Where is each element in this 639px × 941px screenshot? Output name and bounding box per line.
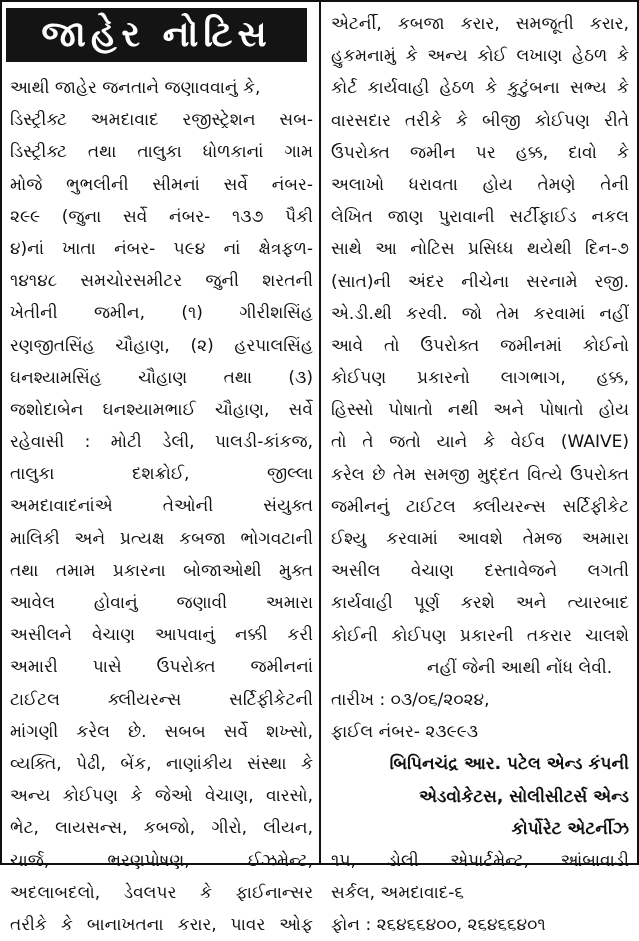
notice-line: તથા તમામ પ્રકારના બોજાઓથી મુક્ત: [10, 560, 313, 581]
notice-line: ૧૪૧૪૮ સમચોરસમીટર જુની શરતની: [10, 271, 313, 292]
notice-line: વ્યક્તિ, પેઢી, બેંક, નાણાંકીય સંસ્થા કે: [10, 753, 313, 774]
notice-line: માંગણી કરેલ છે. સબબ સર્વે શખ્સો,: [10, 721, 313, 742]
notice-line: હિસ્સો પોષાતો નથી અને પોષાતો હોય: [331, 400, 629, 421]
notice-line: આથી જાહેર જનતાને જણાવવાનું કે,: [10, 78, 261, 98]
notice-line: લેખિત જાણ પુરાવાની સર્ટીફાઈડ નકલ: [331, 207, 629, 228]
notice-line: રણજીતસિંહ ચૌહાણ, (૨) હરપાલસિંહ: [10, 335, 313, 356]
notice-line: તરીકે કે બાનાખતના કરાર, પાવર ઓફ: [10, 914, 313, 935]
notice-line: જમીનનું ટાઈટલ ક્લીયરન્સ સર્ટિફીકેટ: [331, 496, 629, 517]
notice-line: ઘનશ્યામસિંહ ચૌહાણ તથા (૩): [10, 367, 313, 388]
notice-line: અસીલ વેચાણ દસ્તાવેજને લગતી: [331, 561, 629, 582]
notice-line: માલિકી અને પ્રત્યક્ષ કબજા ભોગવટાની: [10, 528, 313, 549]
notice-line: આવે તો ઉપરોક્ત જમીનમાં કોઈનો: [331, 335, 629, 356]
firm-name: બિપિનચંદ્ર આર. પટેલ એન્ડ કંપની: [389, 754, 629, 775]
notice-line: ડિસ્ટ્રીક્ટ તથા તાલુકા ધોળકાનાં ગામ: [10, 142, 313, 163]
notice-line: કરેલ છે તેમ સમજી મુદ્દત વિત્યે ઉપરોક્ત: [331, 464, 629, 485]
notice-date: તારીખ : ૦૩/૦૬/૨૦૨૪,: [331, 689, 490, 710]
notice-line: અસીલને વેચાણ આપવાનું નક્કી કરી: [10, 625, 313, 646]
firm-title: એડવોકેટસ, સોલીસીટર્સ એન્ડ: [419, 786, 629, 807]
notice-line: ટાઈટલ ક્લીયરન્સ સર્ટિફીકેટની: [10, 689, 313, 710]
right-column: [323, 2, 635, 936]
notice-line: કોર્ટ કાર્યવાહી હેઠળ કે કુટુંબના સભ્ય કે: [331, 78, 629, 99]
firm-phone: ફોન : ૨૬૪૬૬૪૦૦, ૨૬૪૬૬૪૦૧: [331, 915, 546, 936]
notice-line: રહેવાસી : મોટી ડેલી, પાલડી-કાંકજ,: [10, 432, 313, 453]
notice-line: ૪)નાં ખાતા નંબર- ૫૯૪ નાં ક્ષેત્રફળ-: [10, 238, 313, 259]
notice-line: અન્ય કોઈપણ કે જેઓ વેચાણ, વારસો,: [10, 786, 313, 807]
notice-file-number: ફાઈલ નંબર- ૨૩૯૯૩: [331, 722, 479, 743]
left-column: [2, 2, 319, 935]
notice-line: કાર્યવાહી પૂર્ણ કરશે અને ત્યારબાદ: [331, 593, 629, 614]
notice-line: વારસદાર તરીકે કે બીજી કોઈપણ રીતે: [331, 110, 629, 131]
notice-line: કોઈપણ પ્રકારનો લાગભાગ, હક્ક,: [331, 368, 629, 389]
column-divider: [319, 2, 321, 863]
notice-line: કોઈની કોઈપણ પ્રકારની તકરાર ચાલશે: [331, 625, 629, 646]
notice-line: નહીં જેની આથી નોંધ લેવી.: [427, 657, 613, 678]
notice-line: ભેટ, લાયસન્સ, કબજો, ગીરો, લીયન,: [10, 818, 313, 839]
notice-line: ૨૯૯ (જુના સર્વે નંબર- ૧૩૭ પૈકી: [10, 206, 313, 227]
notice-line: ખેતીની જમીન, (૧) ગીરીશસિંહ: [10, 303, 313, 324]
right-text-block: [331, 8, 629, 941]
notice-line: ઈશ્યુ કરવામાં આવશે તેમજ અમારા: [331, 529, 629, 549]
notice-line: સાથે આ નોટિસ પ્રસિધ્ધ થયેથી દિન-૭: [331, 239, 629, 260]
notice-line: ડિસ્ટ્રીક્ટ અમદાવાદ રજીસ્ટ્રેશન સબ-: [10, 110, 313, 131]
notice-line: ચાર્જ, ભરણપોષણ, ઈઝમેન્ટ,: [10, 850, 313, 871]
notice-line: હુકમનામું કે અન્ય કોઈ લખાણ હેઠળ કે: [331, 46, 629, 67]
notice-line: તાલુકા દશક્રોઈ, જીલ્લા: [10, 464, 313, 485]
notice-line: આવેલ હોવાનું જણાવી અમારા: [10, 593, 313, 613]
notice-line: (સાત)ની અંદર નીચેના સરનામે રજી.: [331, 271, 629, 292]
left-text-block: [10, 72, 313, 941]
notice-title: જાહેર નોટિસ: [6, 8, 307, 62]
notice-line: જશોદાબેન ઘનશ્યામભાઈ ચૌહાણ, સર્વે: [10, 399, 313, 420]
firm-address: સર્કલ, અમદાવાદ-૬: [331, 883, 464, 904]
notice-line: અદલાબદલો, ડેવલપર કે ફાઈનાન્સર: [10, 882, 313, 903]
notice-line: એટર્ની, કબજા કરાર, સમજૂતી કરાર,: [331, 14, 629, 34]
notice-line: ઉપરોક્ત જમીન પર હક્ક, દાવો કે: [331, 142, 629, 163]
notice-line: મોજે ભુભલીની સીમનાં સર્વે નંબર-: [10, 174, 313, 195]
notice-line: અમદાવાદનાંએ તેઓની સંયુક્ત: [10, 496, 313, 517]
notice-line: તો તે જતો યાને કે વેઈવ (WAIVE): [331, 432, 629, 453]
notice-line: અમારી પાસે ઉપરોક્ત જમીનનાં: [10, 657, 313, 678]
notice-line: અલાખો ધરાવતા હોય તેમણે તેની: [331, 174, 629, 195]
firm-title: કોર્પોરેટ એટર્નીઝ: [511, 818, 629, 839]
firm-address: ૧૫, ડોલી એપાર્ટમેન્ટ, આંબાવાડી: [331, 850, 629, 871]
notice-line: એ.ડી.થી કરવી. જો તેમ કરવામાં નહીં: [331, 303, 629, 324]
